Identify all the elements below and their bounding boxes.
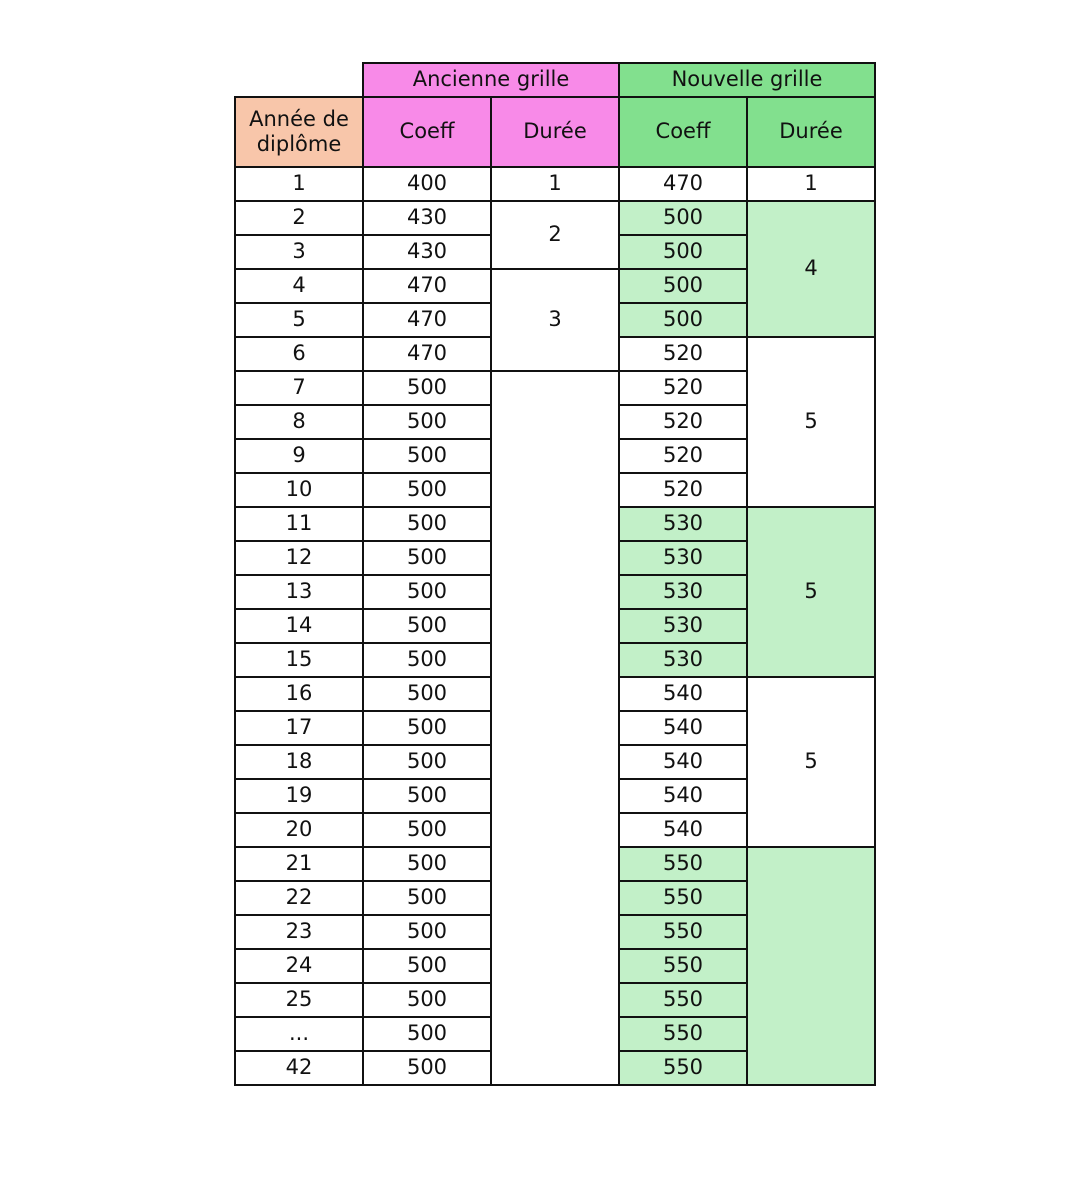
annee-cell: 13 xyxy=(235,575,363,609)
column-header-row xyxy=(235,97,875,167)
nouvelle-duree-cell xyxy=(747,847,875,1085)
annee-cell: 21 xyxy=(235,847,363,881)
nouvelle-coeff-cell: 540 xyxy=(619,677,747,711)
ancienne-coeff-cell: 500 xyxy=(363,813,491,847)
nouvelle-coeff-cell: 520 xyxy=(619,439,747,473)
nouvelle-coeff-cell: 520 xyxy=(619,371,747,405)
annee-cell: 25 xyxy=(235,983,363,1017)
nouvelle-coeff-cell: 520 xyxy=(619,337,747,371)
ancienne-coeff-cell: 430 xyxy=(363,201,491,235)
nouvelle-duree-cell: 4 xyxy=(747,201,875,337)
ancienne-coeff-cell: 500 xyxy=(363,1051,491,1085)
ancienne-coeff-cell: 500 xyxy=(363,711,491,745)
nouvelle-coeff-cell: 550 xyxy=(619,881,747,915)
ancienne-duree-cell: 2 xyxy=(491,201,619,269)
table-row xyxy=(235,201,875,235)
annee-cell: 6 xyxy=(235,337,363,371)
ancienne-coeff-cell: 470 xyxy=(363,269,491,303)
ancienne-coeff-cell: 500 xyxy=(363,881,491,915)
annee-cell: 8 xyxy=(235,405,363,439)
grid-comparison-table xyxy=(234,62,876,1086)
nouvelle-coeff-cell: 520 xyxy=(619,473,747,507)
nouvelle-coeff-cell: 530 xyxy=(619,541,747,575)
nouvelle-duree-cell: 1 xyxy=(747,167,875,201)
ancienne-coeff-cell: 500 xyxy=(363,915,491,949)
ancienne-coeff-cell: 500 xyxy=(363,949,491,983)
group-header-row xyxy=(235,63,875,97)
ancienne-coeff-cell: 500 xyxy=(363,779,491,813)
annee-cell: 11 xyxy=(235,507,363,541)
nouvelle-coeff-cell: 550 xyxy=(619,1051,747,1085)
nouvelle-coeff-cell: 530 xyxy=(619,643,747,677)
ancienne-coeff-cell: 400 xyxy=(363,167,491,201)
ancienne-coeff-cell: 500 xyxy=(363,541,491,575)
nouvelle-coeff-cell: 530 xyxy=(619,575,747,609)
annee-cell: 12 xyxy=(235,541,363,575)
nouvelle-duree-header: Durée xyxy=(747,97,875,167)
ancienne-coeff-cell: 500 xyxy=(363,847,491,881)
table-row xyxy=(235,167,875,201)
ancienne-coeff-cell: 500 xyxy=(363,405,491,439)
annee-cell: 3 xyxy=(235,235,363,269)
annee-cell: 10 xyxy=(235,473,363,507)
annee-cell: 5 xyxy=(235,303,363,337)
ancienne-coeff-cell: 470 xyxy=(363,337,491,371)
annee-cell: 2 xyxy=(235,201,363,235)
annee-cell: ... xyxy=(235,1017,363,1051)
nouvelle-coeff-cell: 500 xyxy=(619,269,747,303)
ancienne-coeff-header: Coeff xyxy=(363,97,491,167)
nouvelle-coeff-cell: 470 xyxy=(619,167,747,201)
nouvelle-coeff-cell: 550 xyxy=(619,915,747,949)
annee-cell: 42 xyxy=(235,1051,363,1085)
ancienne-coeff-cell: 500 xyxy=(363,371,491,405)
annee-cell: 14 xyxy=(235,609,363,643)
ancienne-duree-cell: 3 xyxy=(491,269,619,371)
nouvelle-coeff-cell: 500 xyxy=(619,303,747,337)
annee-cell: 24 xyxy=(235,949,363,983)
nouvelle-coeff-header: Coeff xyxy=(619,97,747,167)
ancienne-coeff-cell: 430 xyxy=(363,235,491,269)
nouvelle-coeff-cell: 550 xyxy=(619,847,747,881)
ancienne-coeff-cell: 500 xyxy=(363,439,491,473)
nouvelle-coeff-cell: 500 xyxy=(619,235,747,269)
nouvelle-coeff-cell: 540 xyxy=(619,745,747,779)
ancienne-coeff-cell: 500 xyxy=(363,575,491,609)
nouvelle-coeff-cell: 540 xyxy=(619,711,747,745)
nouvelle-coeff-cell: 540 xyxy=(619,813,747,847)
annee-cell: 16 xyxy=(235,677,363,711)
ancienne-coeff-cell: 500 xyxy=(363,677,491,711)
annee-cell: 18 xyxy=(235,745,363,779)
annee-cell: 1 xyxy=(235,167,363,201)
nouvelle-duree-cell: 5 xyxy=(747,507,875,677)
nouvelle-grille-header: Nouvelle grille xyxy=(619,63,875,97)
nouvelle-duree-cell: 5 xyxy=(747,677,875,847)
ancienne-coeff-cell: 500 xyxy=(363,609,491,643)
annee-cell: 23 xyxy=(235,915,363,949)
ancienne-coeff-cell: 500 xyxy=(363,983,491,1017)
nouvelle-coeff-cell: 520 xyxy=(619,405,747,439)
nouvelle-coeff-cell: 550 xyxy=(619,949,747,983)
nouvelle-coeff-cell: 500 xyxy=(619,201,747,235)
nouvelle-coeff-cell: 540 xyxy=(619,779,747,813)
nouvelle-coeff-cell: 530 xyxy=(619,609,747,643)
ancienne-duree-header: Durée xyxy=(491,97,619,167)
ancienne-coeff-cell: 500 xyxy=(363,473,491,507)
annee-cell: 7 xyxy=(235,371,363,405)
annee-cell: 4 xyxy=(235,269,363,303)
ancienne-duree-cell xyxy=(491,371,619,1085)
ancienne-duree-cell: 1 xyxy=(491,167,619,201)
annee-cell: 20 xyxy=(235,813,363,847)
annee-cell: 19 xyxy=(235,779,363,813)
annee-cell: 15 xyxy=(235,643,363,677)
nouvelle-duree-cell: 5 xyxy=(747,337,875,507)
annee-cell: 17 xyxy=(235,711,363,745)
ancienne-grille-header: Ancienne grille xyxy=(363,63,619,97)
nouvelle-coeff-cell: 530 xyxy=(619,507,747,541)
annee-de-diplome-header: Année de diplôme xyxy=(235,97,363,167)
nouvelle-coeff-cell: 550 xyxy=(619,1017,747,1051)
ancienne-coeff-cell: 500 xyxy=(363,1017,491,1051)
ancienne-coeff-cell: 500 xyxy=(363,507,491,541)
ancienne-coeff-cell: 500 xyxy=(363,745,491,779)
annee-cell: 22 xyxy=(235,881,363,915)
ancienne-coeff-cell: 500 xyxy=(363,643,491,677)
nouvelle-coeff-cell: 550 xyxy=(619,983,747,1017)
ancienne-coeff-cell: 470 xyxy=(363,303,491,337)
annee-cell: 9 xyxy=(235,439,363,473)
blank-corner xyxy=(235,63,363,97)
